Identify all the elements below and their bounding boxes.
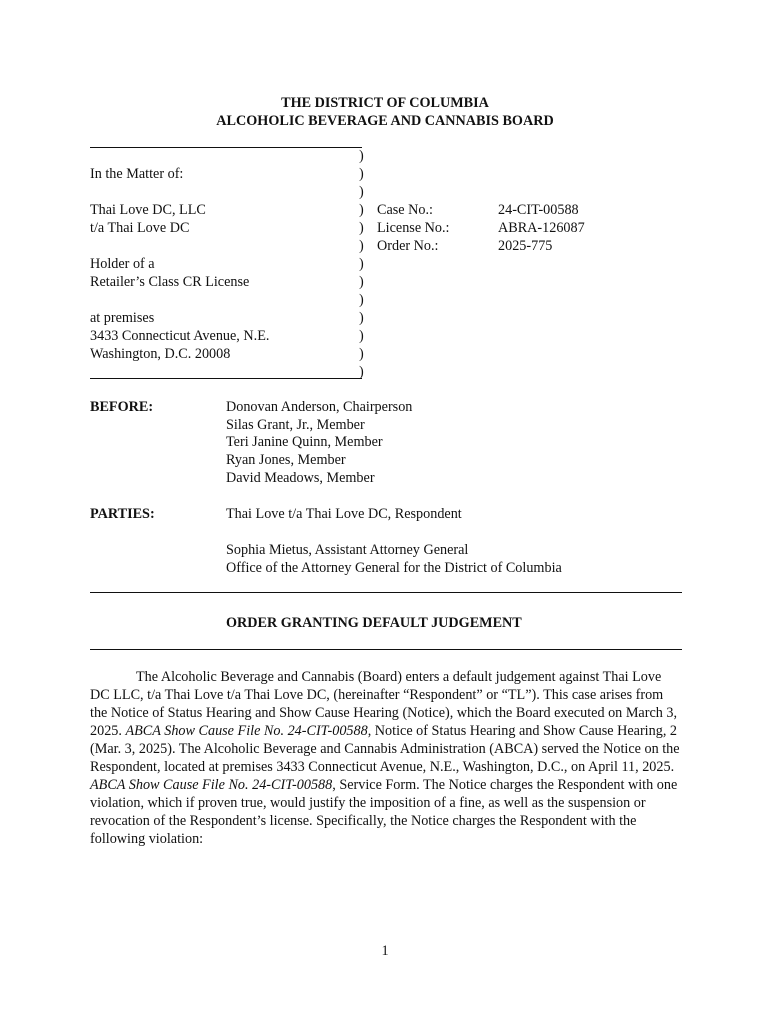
title-bottom-rule	[90, 649, 682, 650]
caption-paren: )	[359, 292, 364, 308]
caption-paren: )	[359, 148, 364, 164]
caption-paren-column	[359, 147, 371, 381]
license-no-label: License No.:	[377, 220, 450, 236]
caption-bottom-rule	[90, 378, 362, 379]
board-member: David Meadows, Member	[226, 470, 375, 486]
board-name-heading: ALCOHOLIC BEVERAGE AND CANNABIS BOARD	[216, 113, 554, 129]
premises-address-line2: Washington, D.C. 20008	[90, 346, 231, 362]
caption-paren: )	[359, 238, 364, 254]
caption-paren: )	[359, 328, 364, 344]
order-no-label: Order No.:	[377, 238, 439, 254]
case-no-value: 24-CIT-00588	[498, 202, 579, 218]
board-member: Ryan Jones, Member	[226, 452, 346, 468]
title-top-rule	[90, 592, 682, 593]
caption-paren: )	[359, 346, 364, 362]
board-member: Teri Janine Quinn, Member	[226, 434, 383, 450]
before-label: BEFORE:	[90, 399, 154, 415]
caption-paren: )	[359, 184, 364, 200]
premises-label: at premises	[90, 310, 155, 326]
body-text-segment: , Notice of Status Hearing and Show Cause Hearing, 2 (Mar. 3, 2025). The Alcoholic Beverage and Cannabis Administration (ABCA) served the Notice on the Respondent, located at premises 3433 Connecticut Avenue, N.E., Washington, D.C., on April 11, 2025.	[90, 723, 680, 775]
board-member: Donovan Anderson, Chairperson	[226, 399, 413, 415]
respondent-name: Thai Love DC, LLC	[90, 202, 206, 218]
order-no-value: 2025-775	[498, 238, 553, 254]
caption-paren: )	[359, 310, 364, 326]
caption-paren: )	[359, 364, 364, 380]
caption-paren: )	[359, 166, 364, 182]
license-holder-line2: Retailer’s Class CR License	[90, 274, 250, 290]
parties-label: PARTIES:	[90, 506, 155, 522]
caption-paren: )	[359, 274, 364, 290]
board-member: Silas Grant, Jr., Member	[226, 417, 365, 433]
board-jurisdiction-heading: THE DISTRICT OF COLUMBIA	[281, 95, 489, 111]
body-text-segment: The Alcoholic Beverage and Cannabis (Board) enters a default judgement against Thai Love DC LLC, t/a Thai Love t/a Thai Love DC, (hereinafter “Respondent” or “TL”). This case arises from the Notice of Status Hearing and Show Cause Hearing (Notice), which the Board executed on March 3, 2025.	[90, 669, 678, 739]
in-the-matter-label: In the Matter of:	[90, 166, 184, 182]
case-citation: ABCA Show Cause File No. 24-CIT-00588	[90, 777, 333, 793]
caption-paren: )	[359, 220, 364, 236]
party-attorney: Sophia Mietus, Assistant Attorney General	[226, 542, 469, 558]
caption-paren: )	[359, 256, 364, 272]
case-no-label: Case No.:	[377, 202, 433, 218]
caption-top-rule	[90, 147, 362, 148]
order-title: ORDER GRANTING DEFAULT JUDGEMENT	[226, 615, 522, 631]
party-attorney-office: Office of the Attorney General for the District of Columbia	[226, 560, 562, 576]
caption-paren: )	[359, 202, 364, 218]
respondent-trade-name: t/a Thai Love DC	[90, 220, 190, 236]
body-text-segment: , Service Form. The Notice charges the Respondent with one violation, which if proven true, would justify the imposition of a fine, as well as the suspension or revocation of the Respondent’s license. Specifically, the Notice charges the Respondent with the following violation:	[90, 777, 678, 847]
page-number: 1	[381, 943, 389, 959]
order-body-paragraph	[90, 668, 682, 848]
premises-address-line1: 3433 Connecticut Avenue, N.E.	[90, 328, 270, 344]
license-holder-line1: Holder of a	[90, 256, 155, 272]
license-no-value: ABRA-126087	[498, 220, 585, 236]
case-citation: ABCA Show Cause File No. 24-CIT-00588	[125, 723, 368, 739]
party-respondent: Thai Love t/a Thai Love DC, Respondent	[226, 506, 462, 522]
